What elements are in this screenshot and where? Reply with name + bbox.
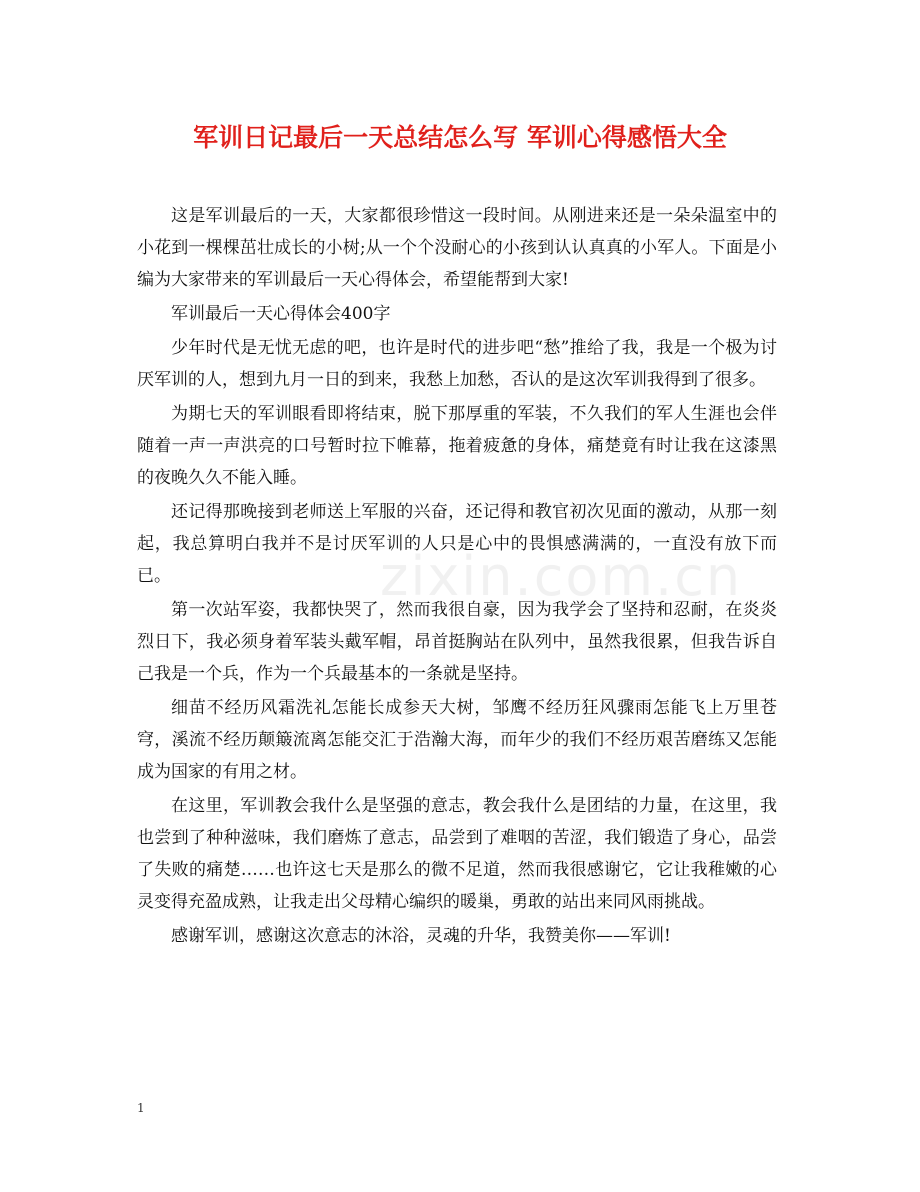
watermark: zixin.com.cn xyxy=(380,545,743,608)
paragraph: 细苗不经历风霜洗礼怎能长成参天大树，邹鹰不经历狂风骤雨怎能飞上万里苍穹，溪流不经历颠簸流离怎能交汇于浩瀚大海，而年少的我们不经历艰苦磨练又怎能成为国家的有用之材。 xyxy=(137,698,777,782)
paragraph: 在这里，军训教会我什么是坚强的意志，教会我什么是团结的力量，在这里，我也尝到了种种滋味，我们磨炼了意志，品尝到了难咽的苦涩，我们锻造了身心，品尝了失败的痛楚……也许这七天是那么的微不足道，然而我很感谢它，它让我稚嫩的心灵变得充盈成熟，让我走出父母精心编织的暖巢，勇敢的站出来同风雨挑战。 xyxy=(137,796,777,912)
paragraph-intro: 这是军训最后的一天，大家都很珍惜这一段时间。从刚进来还是一朵朵温室中的小花到一棵棵茁壮成长的小树;从一个个没耐心的小孩到认认真真的小军人。下面是小编为大家带来的军训最后一天心得体会，希望能帮到大家! xyxy=(137,206,777,290)
paragraph-subheading: 军训最后一天心得体会400字 xyxy=(171,304,391,324)
document-body xyxy=(137,200,777,952)
document-title: 军训日记最后一天总结怎么写 军训心得感悟大全 xyxy=(193,123,727,152)
paragraph: 少年时代是无忧无虑的吧，也许是时代的进步吧“愁”推给了我，我是一个极为讨厌军训的人，想到九月一日的到来，我愁上加愁，否认的是这次军训我得到了很多。 xyxy=(137,338,777,390)
paragraph: 第一次站军姿，我都快哭了，然而我很自豪，因为我学会了坚持和忍耐，在炎炎烈日下，我必须身着军装头戴军帽，昂首挺胸站在队列中，虽然我很累，但我告诉自己我是一个兵，作为一个兵最基本的一条就是坚持。 xyxy=(137,600,777,684)
paragraph: 为期七天的军训眼看即将结束，脱下那厚重的军装，不久我们的军人生涯也会伴随着一声一声洪亮的口号暂时拉下帷幕，拖着疲惫的身体，痛楚竟有时让我在这漆黑的夜晚久久不能入睡。 xyxy=(137,404,777,488)
paragraph-closing: 感谢军训，感谢这次意志的沐浴，灵魂的升华，我赞美你——军训! xyxy=(171,926,671,946)
page-number: 1 xyxy=(137,1101,145,1115)
paragraph: 还记得那晚接到老师送上军服的兴奋，还记得和教官初次见面的激动，从那一刻起，我总算明白我并不是讨厌军训的人只是心中的畏惧感满满的，一直没有放下而已。 xyxy=(137,502,777,586)
